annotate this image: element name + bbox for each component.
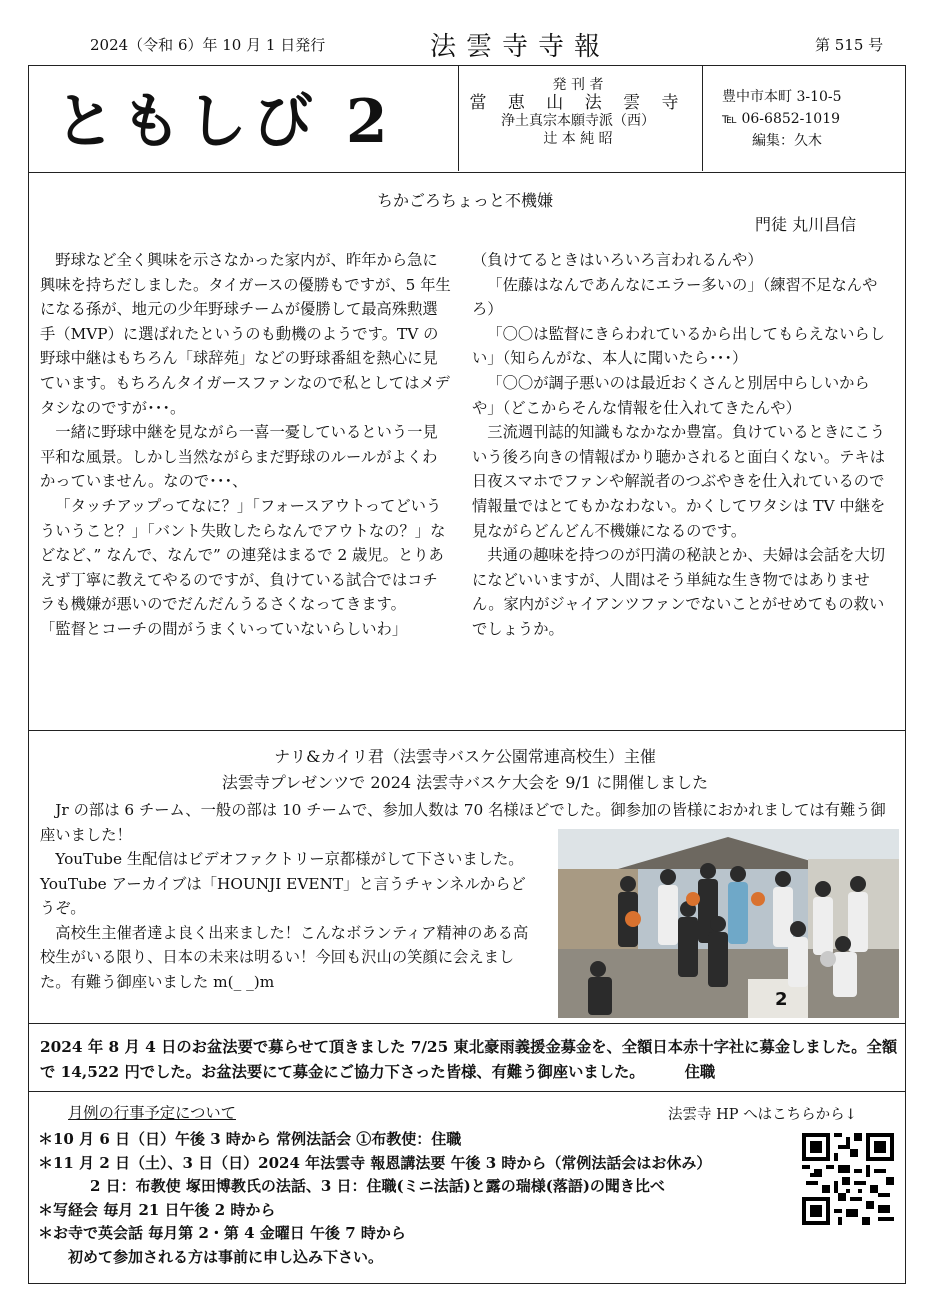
address: 豊中市本町 3-10-5 [722,89,842,105]
essay-paragraph: （負けてるときはいろいろ言われるんや） [472,251,763,269]
phone: ℡ 06-6852-1019 [722,111,841,127]
publisher-block [468,76,688,148]
schedule-item: ＊お寺で英会話 毎月第 2・第 4 金曜日 午後 7 時から [38,1224,406,1242]
schedule-item: 2 日：布教使 塚田博教氏の法話、3 日：住職(ミニ法話)と露の瑞様(落語)の聞き比べ [90,1177,665,1195]
essay-left-column [40,248,452,642]
essay-paragraph: 三流週刊誌的知識もなかなか豊富。負けているときにこういう後ろ向きの情報ばかり聴かされると面白くない。テキは日夜スマホでファンや解説者のつぶやきを仕入れているので情報量ではとてもかなわない。かくしてワタシは TV 中継を見ながらどんどん不機嫌になるのです。 [472,423,886,540]
essay-author: 門徒 丸川昌信 [755,215,857,234]
contact-block [722,86,842,152]
masthead-divider [458,65,459,171]
podium-number: 2 [775,989,788,1010]
schedule-list [38,1128,798,1269]
homepage-qr-code[interactable] [802,1133,894,1225]
essay-paragraph: 「〇〇は監督にきらわれているから出してもらえないらしい」（知らんがな、本人に聞いたら･･･） [472,324,886,368]
homepage-label: 法雲寺 HP へはこちらから↓ [668,1107,857,1123]
event-group-photo [558,829,899,1018]
donation-signature: 住職 [684,1063,716,1081]
schedule-item: ＊11 月 2 日（土）、3 日（日）2024 年法雲寺 報恩講法要 午後 3 時から（常例法話会はお休み） [38,1153,712,1172]
essay-right-column [472,248,892,642]
essay-paragraph: 「佐藤はなんであんなにエラー多いの」（練習不足なんやろ） [472,275,878,319]
schedule-item: ＊写経会 毎月 21 日午後 2 時から [38,1200,276,1219]
schedule-title: 月例の行事予定について [68,1104,236,1122]
event-paragraph: YouTube 生配信はビデオファクトリー京都様がして下さいました。YouTube アーカイブは「HOUNJI EVENT」と言うチャンネルからどうぞ。 [40,850,526,917]
essay-title: ちかごろちょっと不機嫌 [376,191,553,210]
chief-name: 辻 本 純 昭 [543,131,613,147]
schedule-item: 初めて参加される方は事前に申し込み下さい。 [68,1247,384,1266]
editor: 編集：久木 [752,133,822,149]
newsletter-title: ともしび 2 [55,87,394,157]
donation-text: 2024 年 8 月 4 日のお盆法要で募らせて頂きました 7/25 東北豪雨義援金募金を、全額日本赤十字社に募金しました。全額で 14,522 円でした。お盆法要にて募金にご協力下さった皆様、有難う御座いました。 [40,1038,898,1081]
publisher-label: 発 刊 者 [552,77,604,93]
essay-paragraph: 一緒に野球中継を見ながら一喜一憂しているという一見平和な風景。しかし当然ながらまだ野球のルールがよくわかっていません。なので･･･、 [40,423,438,491]
temple-name: 當 恵 山 法 雲 寺 [469,93,687,113]
event-heading: ナリ&カイリ君（法雲寺バスケ公園常連高校生）主催 [274,747,656,766]
schedule-item: ＊10 月 6 日（日）午後 3 時から 常例法話会 ①布教使：住職 [38,1130,462,1148]
sect-name: 浄土真宗本願寺派（西） [501,113,655,129]
essay-paragraph: 野球など全く興味を示さなかった家内が、昨年から急に興味を持ちだしました。タイガースの優勝もですが、5 年生になる孫が、地元の少年野球チームが優勝して最高殊勲選手（MVP）に選ばれたというのも動機のようです。TV の野球中継はもちろん「球辞苑」などの野球番組を熱心に見ています。もちろんタイガースファンなので私としてはメデタシなのですが･･･。 [40,251,451,417]
event-paragraph: 高校生主催者達よ良く出来ました！こんなボランティア精神のある高校生がいる限り、日本の未来は明るい！今回も沢山の笑顔に会えました。有難う御座いました m(_ _)m [40,923,529,991]
issue-number: 第 515 号 [815,36,884,54]
event-subheading: 法雲寺プレゼンツで 2024 法雲寺バスケ大会を 9/1 に開催しました [221,773,709,792]
donation-notice [40,1035,898,1085]
masthead-divider [702,65,703,171]
essay-paragraph: 共通の趣味を持つのが円満の秘訣とか、夫婦は会話を大切になどいいますが、人間はそう単純な生き物ではありません。家内がジャイアンツファンでないことがせめてもの救いでしょうか。 [472,546,886,638]
issue-date: 2024（令和 6）年 10 月 1 日発行 [90,36,326,54]
essay-paragraph: 「監督とコーチの間がうまくいっていないらしいわ」 [40,619,408,638]
essay-paragraph: 「〇〇が調子悪いのは最近おくさんと別居中らしいからや」（どこからそんな情報を仕入れてきたんや） [472,373,870,417]
paper-name: 法雲寺寺報 [430,32,611,62]
event-paragraph: Jr の部は 6 チーム、一般の部は 10 チームで、参加人数は 70 名様ほどでした。御参加の皆様におかれましては有難う御座いました！ [40,801,886,844]
essay-paragraph: 「タッチアップってなに？」「フォースアウトってどいうういうこと？」「バント失敗したらなんでアウトなの？」などなど、” なんで、なんで” の連発はまるで 2 歳児。とりあえず丁寧に教えてやるのですが、負けている試合ではコチラも機嫌が悪いのでだんだんうるさくなってきます。 [40,496,446,614]
